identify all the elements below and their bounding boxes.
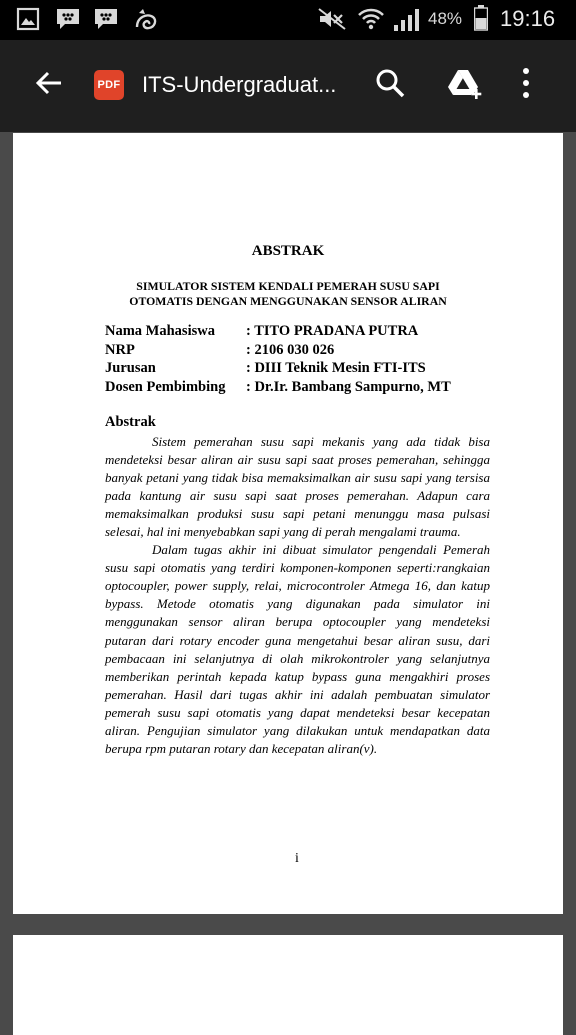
bbm-icon bbox=[93, 7, 119, 36]
meta-value: : DIII Teknik Mesin FTI-ITS bbox=[246, 360, 426, 376]
app-bar bbox=[0, 40, 576, 132]
signal-icon bbox=[393, 7, 421, 38]
meta-value: : Dr.Ir. Bambang Sampurno, MT bbox=[246, 378, 451, 395]
add-to-drive-icon[interactable] bbox=[448, 68, 484, 105]
thesis-title-line: SIMULATOR SISTEM KENDALI PEMERAH SUSU SAPI bbox=[136, 279, 440, 293]
uc-browser-icon bbox=[133, 7, 159, 38]
gallery-icon bbox=[16, 7, 40, 36]
bbm-icon bbox=[55, 7, 81, 36]
thesis-title-line: OTOMATIS DENGAN MENGGUNAKAN SENSOR ALIRAN bbox=[129, 294, 447, 308]
battery-icon bbox=[474, 5, 488, 36]
battery-percent: 48% bbox=[428, 9, 463, 28]
back-arrow-icon[interactable] bbox=[34, 68, 64, 103]
abstract-paragraph: Dalam tugas akhir ini dibuat simulator pengendali Pemerah susu sapi otomatis yang terdiri komponen-komponen seperti:rangkaian optocoupler, power supply, relai, microcontroler Atmega 16, dan katup bypass. Metode otomatis yang digunakan pada simulator ini menggunakan sensor aliran berupa optocoupler yang mendeteksi putaran dari rotary encoder guna mengetahui besar aliran susu, dari pembacaan ini selanjutnya di olah mikrokontroler yang selanjutnya memberikan perintah kepada katup bypass guna mengakhiri proses pemerahan. Hasil dari tugas akhir ini adalah pembuatan simulator pemerah susu sapi otomatis yang dapat mendeteksi besar kecepatan aliran. Pengujian simulator yang dilakukan untuk mendapatkan data berupa rpm putaran rotary dan kecepatan aliran(v). bbox=[105, 542, 490, 756]
abstract-title: Abstrak bbox=[105, 414, 156, 430]
meta-label: NRP bbox=[105, 341, 135, 358]
clock: 19:16 bbox=[500, 6, 556, 31]
next-pdf-page[interactable] bbox=[13, 935, 563, 1035]
search-icon[interactable] bbox=[374, 67, 406, 104]
document-title: ITS-Undergraduat... bbox=[142, 72, 337, 97]
thesis-title bbox=[13, 279, 563, 309]
page-heading: ABSTRAK bbox=[251, 243, 325, 259]
meta-value: : TITO PRADANA PUTRA bbox=[246, 323, 419, 339]
pdf-file-icon: PDF bbox=[94, 70, 124, 100]
meta-label: Nama Mahasiswa bbox=[105, 323, 215, 339]
wifi-icon bbox=[357, 7, 385, 36]
meta-label: Jurusan bbox=[105, 360, 156, 376]
meta-label: Dosen Pembimbing bbox=[105, 378, 226, 395]
mute-icon bbox=[317, 7, 347, 36]
status-bar bbox=[0, 0, 576, 40]
pdf-page[interactable] bbox=[13, 133, 563, 914]
page-number: i bbox=[295, 851, 299, 866]
meta-value: : 2106 030 026 bbox=[246, 341, 335, 358]
more-options-icon[interactable] bbox=[520, 66, 532, 105]
abstract-body bbox=[105, 433, 490, 758]
abstract-paragraph: Sistem pemerahan susu sapi mekanis yang ada tidak bisa mendeteksi besar aliran air susu sapi saat proses pemerahan, sehingga banyak petani yang tidak bisa memaksimalkan air susu sapi yang tersisa pada kantung air susu sapi saat proses pemerahan. Adapun cara memaksimalkan produksi susu sapi petani menunggu masa pulsasi selesai, hal ini menyebabkan sapi yang di perah mengalami trauma. bbox=[105, 434, 490, 540]
